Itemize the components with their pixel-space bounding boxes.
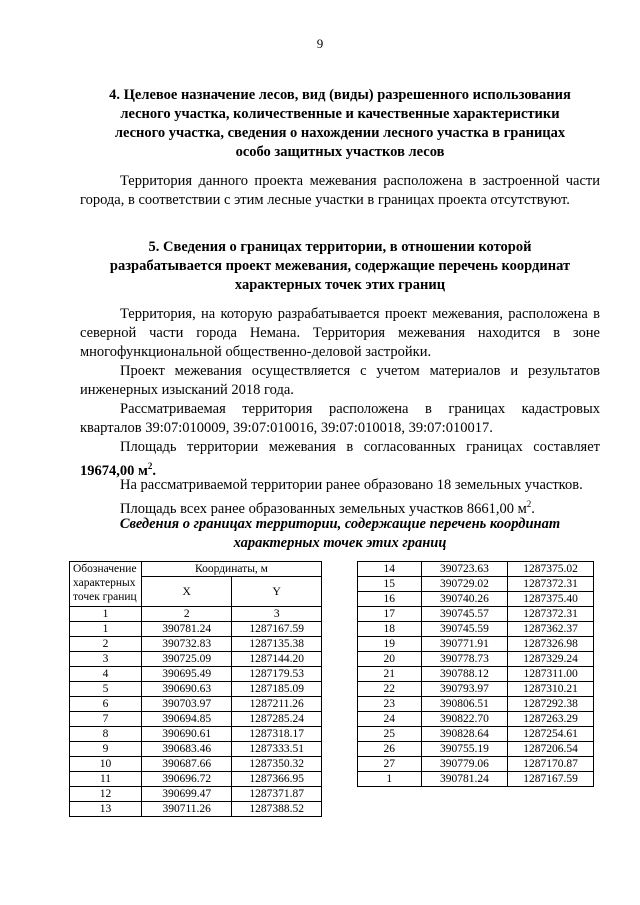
section-4-heading-line: лесного участка, сведения о нахождении лесного участка в границах xyxy=(114,125,566,141)
coord-y: 1287318.17 xyxy=(232,727,322,742)
caption-line: Сведения о границах территории, содержащие перечень координат xyxy=(119,516,561,532)
section-4-heading-line: 4. Целевое назначение лесов, вид (виды) разрешенного использования xyxy=(109,87,571,103)
point-number: 21 xyxy=(358,667,422,682)
table-row xyxy=(358,577,594,592)
point-number: 20 xyxy=(358,652,422,667)
table-row xyxy=(358,712,594,727)
header-coordinates: Координаты, м xyxy=(141,562,321,577)
coord-x: 390732.83 xyxy=(141,637,231,652)
coord-x: 390745.59 xyxy=(421,622,508,637)
coord-x: 390699.47 xyxy=(141,787,231,802)
section-5-paragraph-1: Территория, на которую разрабатывается проект межевания, расположена в северной части города Немана. Территория межевания находится в зоне многофункциональной общественно-деловой застройки. xyxy=(80,306,600,360)
point-number: 26 xyxy=(358,742,422,757)
table-row xyxy=(358,667,594,682)
coord-y: 1287366.95 xyxy=(232,772,322,787)
coord-x: 390690.63 xyxy=(141,682,231,697)
table-row xyxy=(358,697,594,712)
section-5-heading-line: разрабатывается проект межевания, содержащие перечень координат xyxy=(109,258,571,274)
point-number: 5 xyxy=(70,682,142,697)
coord-x: 390723.63 xyxy=(421,562,508,577)
coord-x: 390793.97 xyxy=(421,682,508,697)
point-number: 18 xyxy=(358,622,422,637)
point-number: 8 xyxy=(70,727,142,742)
point-number: 15 xyxy=(358,577,422,592)
point-number: 19 xyxy=(358,637,422,652)
coord-x: 390788.12 xyxy=(421,667,508,682)
table-row xyxy=(358,727,594,742)
coord-y: 1287375.40 xyxy=(508,592,594,607)
header-y: Y xyxy=(232,577,322,607)
area-end: . xyxy=(152,462,157,479)
point-number: 3 xyxy=(70,652,142,667)
table-row xyxy=(70,637,322,652)
coord-y: 1287362.37 xyxy=(508,622,594,637)
coord-y: 1287310.21 xyxy=(508,682,594,697)
table-row xyxy=(70,742,322,757)
point-number: 24 xyxy=(358,712,422,727)
table-row xyxy=(358,772,594,787)
coord-y: 1287372.31 xyxy=(508,607,594,622)
coord-y: 1287375.02 xyxy=(508,562,594,577)
table-row xyxy=(70,757,322,772)
column-number: 1 xyxy=(70,607,142,622)
coord-x: 390687.66 xyxy=(141,757,231,772)
coord-x: 390725.09 xyxy=(141,652,231,667)
table-row xyxy=(358,757,594,772)
table-row xyxy=(358,652,594,667)
section-4-paragraph: Территория данного проекта межевания расположена в застроенной части города, в соответствии с этим лесные участки в границах проекта отсутствуют. xyxy=(80,173,600,208)
coord-x: 390729.02 xyxy=(421,577,508,592)
plots-area-sup: 2 xyxy=(526,499,532,509)
area-text: Площадь территории межевания в согласованных границах составляет xyxy=(120,439,600,455)
column-number: 3 xyxy=(232,607,322,622)
point-number: 14 xyxy=(358,562,422,577)
area-value: 19674,00 м xyxy=(80,462,148,479)
point-number: 1 xyxy=(358,772,422,787)
table-row xyxy=(70,802,322,817)
coord-y: 1287179.53 xyxy=(232,667,322,682)
coord-x: 390690.61 xyxy=(141,727,231,742)
point-number: 9 xyxy=(70,742,142,757)
table-row xyxy=(70,727,322,742)
header-designation-line: Обозначение xyxy=(73,563,137,575)
coord-y: 1287292.38 xyxy=(508,697,594,712)
table-row xyxy=(70,622,322,637)
coord-y: 1287333.51 xyxy=(232,742,322,757)
coord-y: 1287170.87 xyxy=(508,757,594,772)
coord-y: 1287263.29 xyxy=(508,712,594,727)
coord-y: 1287254.61 xyxy=(508,727,594,742)
section-5-paragraph-5: На рассматриваемой территории ранее образовано 18 земельных участков. xyxy=(120,477,583,493)
point-number: 27 xyxy=(358,757,422,772)
point-number: 25 xyxy=(358,727,422,742)
point-number: 12 xyxy=(70,787,142,802)
point-number: 11 xyxy=(70,772,142,787)
table-row xyxy=(70,772,322,787)
coord-y: 1287144.20 xyxy=(232,652,322,667)
coord-x: 390771.91 xyxy=(421,637,508,652)
coord-y: 1287211.26 xyxy=(232,697,322,712)
caption-line: характерных точек этих границ xyxy=(233,535,447,551)
table-row xyxy=(358,622,594,637)
table-row xyxy=(70,682,322,697)
coord-x: 390806.51 xyxy=(421,697,508,712)
coord-y: 1287372.31 xyxy=(508,577,594,592)
coord-y: 1287167.59 xyxy=(232,622,322,637)
coord-x: 390779.06 xyxy=(421,757,508,772)
coord-x: 390822.70 xyxy=(421,712,508,727)
section-5-paragraph-4 xyxy=(80,438,600,481)
table-row xyxy=(358,742,594,757)
column-number: 2 xyxy=(141,607,231,622)
point-number: 7 xyxy=(70,712,142,727)
coord-y: 1287371.87 xyxy=(232,787,322,802)
coord-x: 390694.85 xyxy=(141,712,231,727)
section-5-paragraph-3: Рассматриваемая территория расположена в границах кадастровых кварталов 39:07:010009, 39:07:010016, 39:07:010018, 39:07:010017. xyxy=(80,401,600,436)
coordinates-table-left xyxy=(69,561,322,817)
coord-x: 390740.26 xyxy=(421,592,508,607)
coord-x: 390695.49 xyxy=(141,667,231,682)
point-number: 10 xyxy=(70,757,142,772)
coord-x: 390828.64 xyxy=(421,727,508,742)
coord-x: 390778.73 xyxy=(421,652,508,667)
coord-y: 1287185.09 xyxy=(232,682,322,697)
header-designation-line: характерных xyxy=(73,577,136,589)
header-x: X xyxy=(141,577,231,607)
coord-x: 390755.19 xyxy=(421,742,508,757)
coord-y: 1287388.52 xyxy=(232,802,322,817)
table-row xyxy=(70,787,322,802)
header-designation-line: точек границ xyxy=(73,591,137,603)
coord-x: 390711.26 xyxy=(141,802,231,817)
coord-x: 390781.24 xyxy=(421,772,508,787)
point-number: 23 xyxy=(358,697,422,712)
section-4-heading-line: лесного участка, количественные и качественные характеристики xyxy=(120,106,560,122)
section-5-paragraph-2: Проект межевания осуществляется с учетом материалов и результатов инженерных изысканий 2018 года. xyxy=(80,363,600,398)
coord-y: 1287350.32 xyxy=(232,757,322,772)
point-number: 4 xyxy=(70,667,142,682)
table-caption xyxy=(80,515,600,553)
table-row xyxy=(358,637,594,652)
coord-x: 390745.57 xyxy=(421,607,508,622)
page-number: 9 xyxy=(316,36,324,51)
coord-x: 390703.97 xyxy=(141,697,231,712)
coord-y: 1287135.38 xyxy=(232,637,322,652)
section-4-heading xyxy=(80,86,600,162)
table-row xyxy=(70,667,322,682)
coord-x: 390696.72 xyxy=(141,772,231,787)
coord-y: 1287311.00 xyxy=(508,667,594,682)
section-5-heading xyxy=(80,238,600,295)
plots-area-text: Площадь всех ранее образованных земельных участков 8661,00 м xyxy=(120,500,527,517)
coord-y: 1287329.24 xyxy=(508,652,594,667)
point-number: 16 xyxy=(358,592,422,607)
coord-y: 1287206.54 xyxy=(508,742,594,757)
coord-x: 390781.24 xyxy=(141,622,231,637)
coord-y: 1287285.24 xyxy=(232,712,322,727)
coordinates-table-right xyxy=(357,561,594,787)
table-row xyxy=(358,607,594,622)
table-row xyxy=(70,652,322,667)
plots-area-end: . xyxy=(531,500,535,517)
area-unit-sup: 2 xyxy=(147,461,153,471)
section-5-heading-line: 5. Сведения о границах территории, в отношении которой xyxy=(148,239,532,255)
table-row xyxy=(358,592,594,607)
point-number: 13 xyxy=(70,802,142,817)
table-row xyxy=(70,712,322,727)
section-5-heading-line: характерных точек этих границ xyxy=(234,277,446,293)
point-number: 22 xyxy=(358,682,422,697)
header-designation xyxy=(70,562,142,607)
point-number: 2 xyxy=(70,637,142,652)
point-number: 17 xyxy=(358,607,422,622)
table-row xyxy=(358,682,594,697)
coord-y: 1287167.59 xyxy=(508,772,594,787)
section-4-heading-line: особо защитных участков лесов xyxy=(235,144,445,160)
point-number: 6 xyxy=(70,697,142,712)
table-row xyxy=(70,697,322,712)
point-number: 1 xyxy=(70,622,142,637)
coord-y: 1287326.98 xyxy=(508,637,594,652)
table-row xyxy=(358,562,594,577)
coord-x: 390683.46 xyxy=(141,742,231,757)
